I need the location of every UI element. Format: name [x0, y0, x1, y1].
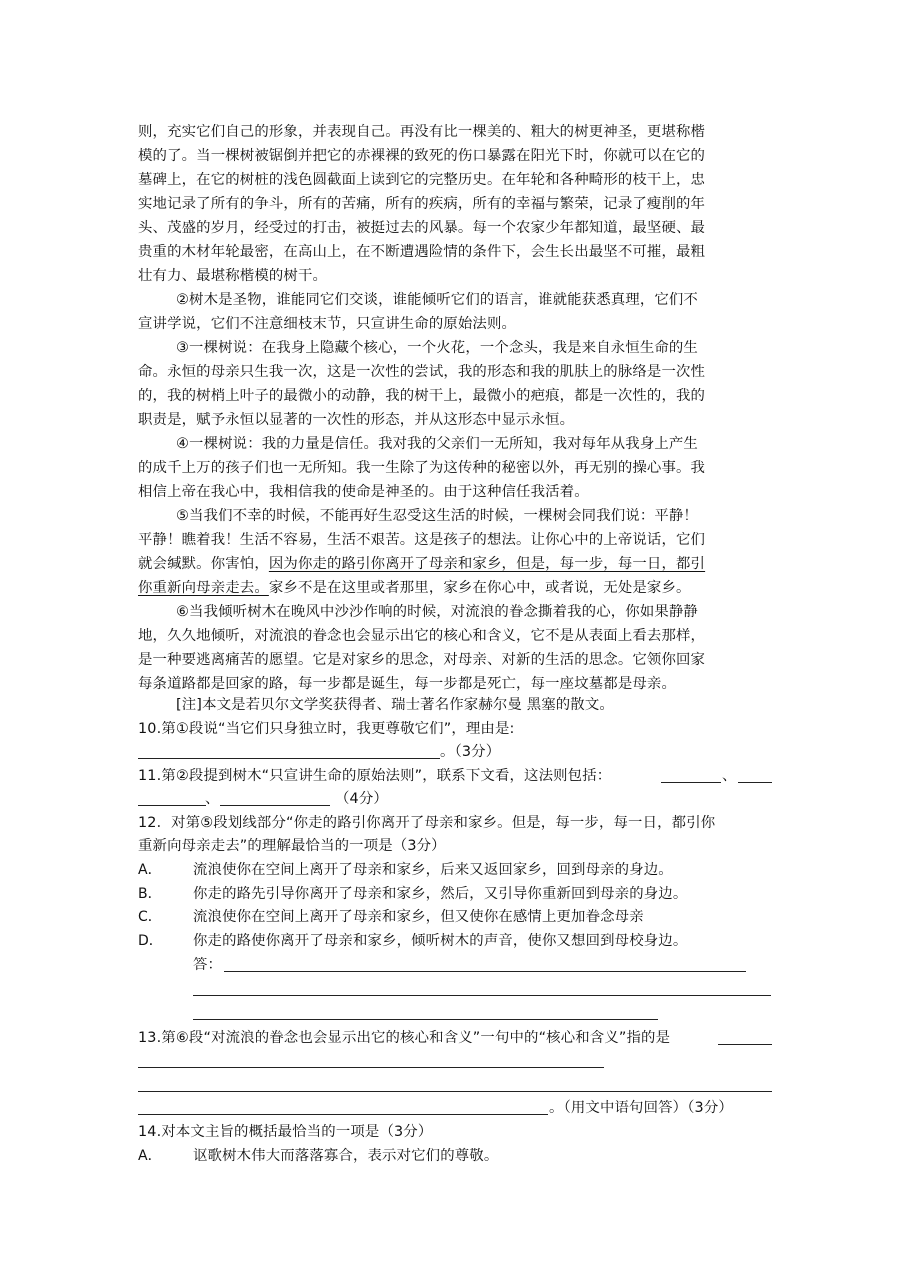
- option-c[interactable]: 流浪使你在空间上离开了母亲和家乡，但又使你在感情上更加眷念母亲: [193, 909, 644, 925]
- text-line: 模的了。当一棵树被锯倒并把它的赤裸裸的致死的伤口暴露在阳光下时，你就可以在它的: [138, 148, 706, 164]
- separator-text: 、: [722, 768, 737, 784]
- question-stem: 13.第⑥段“对流浪的眷念也会显示出它的核心和含义”一句中的“核心和含义”指的是: [138, 1030, 671, 1046]
- option-a[interactable]: 流浪使你在空间上离开了母亲和家乡，后来又返回家乡，回到母亲的身边。: [193, 862, 673, 878]
- option-a[interactable]: 讴歌树木伟大而落落寡合，表示对它们的尊敬。: [193, 1148, 499, 1164]
- answer-blank[interactable]: [138, 1067, 604, 1068]
- answer-blank[interactable]: [193, 1019, 658, 1020]
- score-label: 。（用文中语句回答）（3分）: [549, 1100, 733, 1116]
- answer-blank[interactable]: [220, 805, 330, 806]
- answer-blank[interactable]: [224, 971, 746, 972]
- answer-blank[interactable]: [738, 782, 772, 783]
- text-line: 实地记录了所有的争斗，所有的苦痛，所有的疾病，所有的幸福与繁荣，记录了瘦削的年: [138, 196, 706, 212]
- text-line: 命。永恒的母亲只生我一次，这是一次性的尝试，我的形态和我的肌肤上的脉络是一次性: [138, 364, 706, 380]
- option-d-letter: D．: [138, 933, 163, 949]
- separator-text: 、: [205, 791, 220, 807]
- author-note: [注]本文是若贝尔文学奖获得者、瑞士著名作家赫尔曼 黑塞的散文。: [176, 697, 614, 713]
- option-a-letter: A．: [138, 1148, 162, 1164]
- text-line: ③一棵树说：在我身上隐藏个核心，一个火花，一个念头，我是来自永恒生命的生: [176, 340, 698, 356]
- answer-blank[interactable]: [138, 1091, 772, 1092]
- text-line: ⑥当我倾听树木在晚风中沙沙作响的时候，对流浪的眷念撕着我的心，你如果静静: [176, 604, 698, 620]
- question-stem: 11.第②段提到树木“只宣讲生命的原始法则”，联系下文看，这法则包括：: [138, 768, 612, 784]
- text-line: ④一棵树说：我的力量是信任。我对我的父亲们一无所知，我对每年从我身上产生: [176, 436, 698, 452]
- option-c-letter: C．: [138, 909, 162, 925]
- text-line: 则，充实它们自己的形象，并表现自己。再没有比一棵美的、粗大的树更神圣，更堪称楷: [138, 124, 706, 140]
- text-line: 头、茂盛的岁月，经受过的打击，被挺过去的风暴。每一个农家少年都知道，最坚硬、最: [138, 220, 706, 236]
- question-stem: 14.对本文主旨的概括最恰当的一项是（3分）: [138, 1124, 433, 1140]
- text-line: 贵重的木材年轮最密，在高山上，在不断遭遇险情的条件下，会生长出最坚不可摧，最粗: [138, 244, 706, 260]
- text-line: 壮有力、最堪称楷模的树干。: [138, 268, 328, 284]
- text-line: 的成千上万的孩子们也一无所知。我一生除了为这传种的秘密以外，再无别的操心事。我: [138, 460, 706, 476]
- underlined-text: 你重新向母亲走去。: [138, 580, 269, 596]
- underlined-text: 因为你走的路引你离开了母亲和家乡，但是，每一步，每一日，都引: [268, 556, 706, 572]
- answer-blank[interactable]: [193, 995, 771, 996]
- option-b-letter: B．: [138, 886, 162, 902]
- text-line: 地，久久地倾听，对流浪的眷念也会显示出它的核心和含义，它不是从表面上看去那样，: [138, 628, 706, 644]
- text-line: 相信上帝在我心中，我相信我的使命是神圣的。由于这种信任我活着。: [138, 484, 589, 500]
- answer-blank[interactable]: [138, 758, 440, 759]
- text-line: 宣讲学说，它们不注意细枝末节，只宣讲生命的原始法则。: [138, 316, 517, 332]
- answer-blank[interactable]: [138, 1114, 548, 1115]
- text-line: ⑤当我们不幸的时候，不能再好生忍受这生活的时候，一棵树会同我们说：平静！: [176, 508, 698, 524]
- answer-blank[interactable]: [661, 782, 721, 783]
- text-line: 的，我的树梢上叶子的最微小的动静，我的树干上，最微小的疤痕，都是一次性的，我的: [138, 388, 706, 404]
- answer-blank[interactable]: [718, 1044, 772, 1045]
- question-stem: 12．对第⑤段划线部分“你走的路引你离开了母亲和家乡。但是，每一步，每一日，都引你: [138, 815, 716, 831]
- plain-text: 就会缄默。你害怕，: [138, 556, 269, 572]
- score-label: 。（3分）: [440, 744, 501, 760]
- text-line: [138, 579, 691, 597]
- text-line: 平静！瞧着我！生活不容易，生活不艰苦。这是孩子的想法。让你心中的上帝说话，它们: [138, 532, 706, 548]
- answer-blank[interactable]: [138, 805, 206, 806]
- text-line: 墓碑上，在它的树桩的浅色圆截面上读到它的完整历史。在年轮和各种畸形的枝干上，忠: [138, 172, 706, 188]
- option-d[interactable]: 你走的路使你离开了母亲和家乡，倾听树木的声音，使你又想回到母校身边。: [193, 933, 688, 949]
- question-stem: 10.第①段说“当它们只身独立时，我更尊敬它们”，理由是:: [138, 721, 515, 737]
- option-a-letter: A．: [138, 862, 162, 878]
- text-line: [138, 555, 705, 573]
- text-line: 每条道路都是回家的路，每一步都是诞生，每一步都是死亡，每一座坟墓都是母亲。: [138, 676, 677, 692]
- text-line: 职责是，赋予永恒以显著的一次性的形态，并从这形态中显示永恒。: [138, 412, 575, 428]
- option-b[interactable]: 你走的路先引导你离开了母亲和家乡，然后，又引导你重新回到母亲的身边。: [193, 886, 688, 902]
- plain-text: 家乡不是在这里或者那里，家乡在你心中，或者说，无处是家乡。: [268, 580, 691, 596]
- text-line: ②树木是圣物，谁能同它们交谈，谁能倾听它们的语言，谁就能获悉真理，它们不: [176, 292, 698, 308]
- text-line: 是一种要逃离痛苦的愿望。它是对家乡的思念，对母亲、对新的生活的思念。它领你回家: [138, 652, 706, 668]
- answer-label: 答：: [193, 957, 223, 973]
- score-label: （4分）: [335, 791, 388, 807]
- question-stem: 重新向母亲走去”的理解最恰当的一项是（3分）: [138, 838, 446, 854]
